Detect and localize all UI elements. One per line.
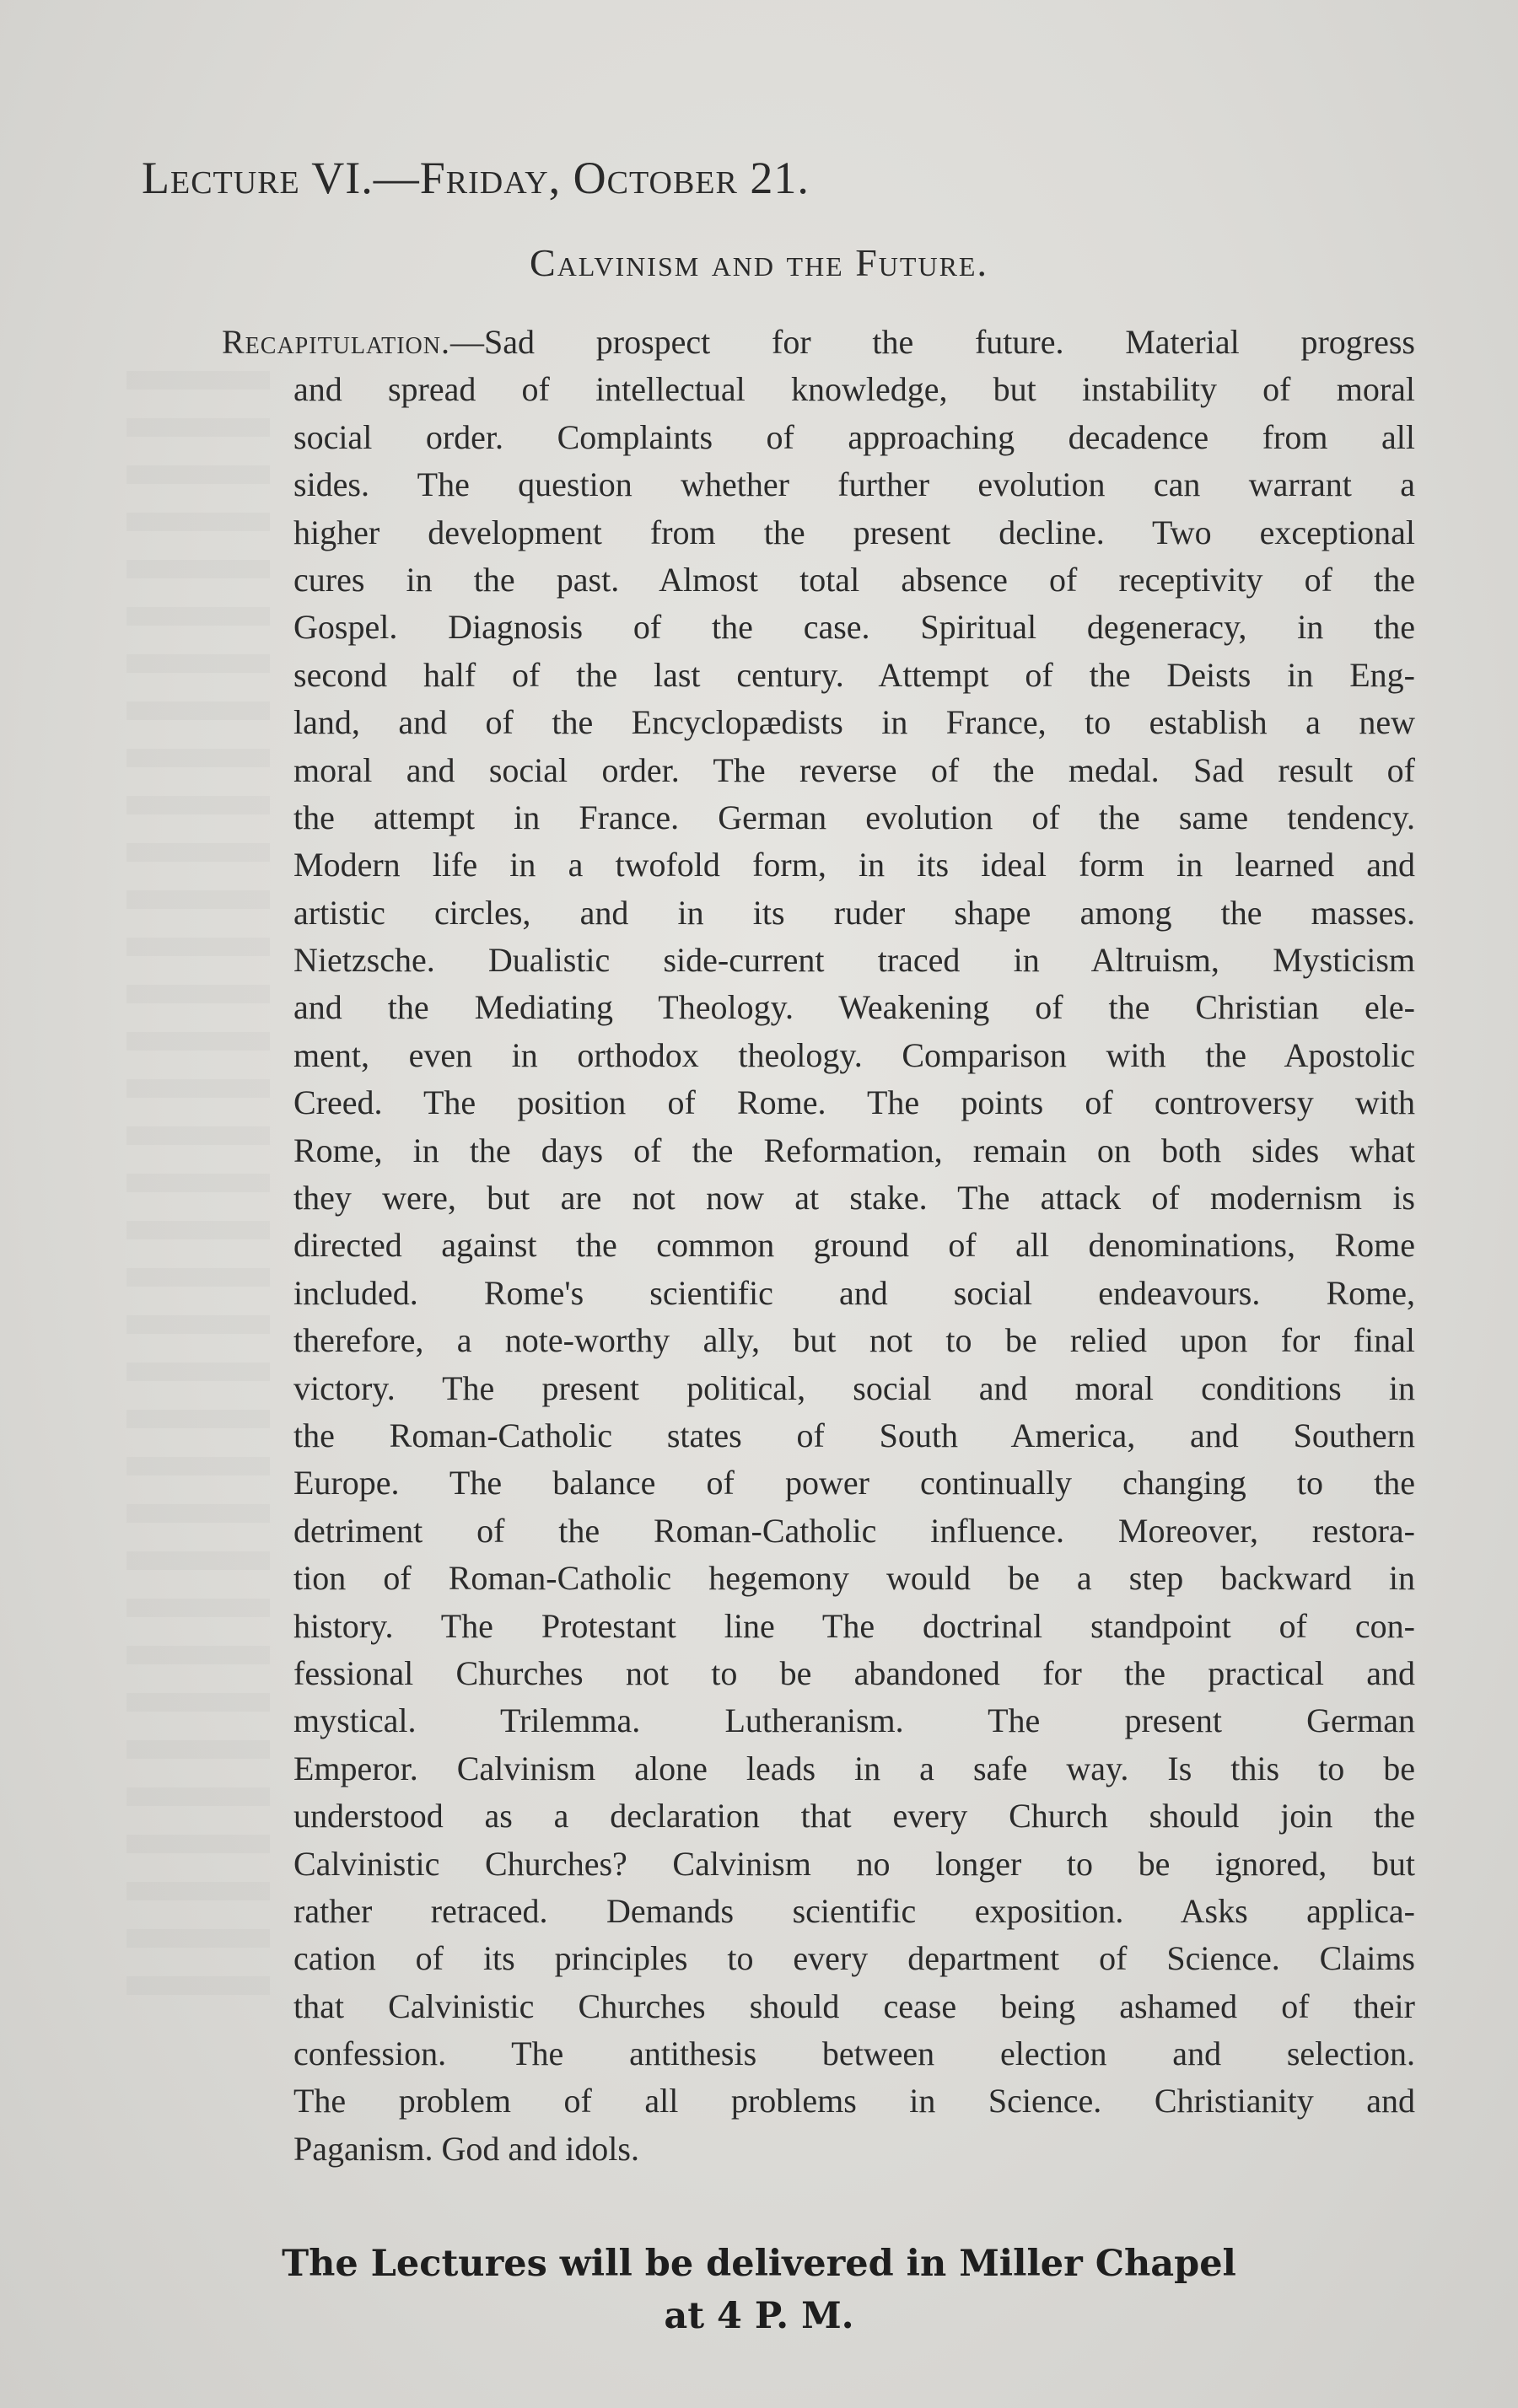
recap-line [222,319,1415,366]
recap-line [293,1603,1415,1650]
recap-line-text: The problem of all problems in Science. Christianity and [293,2082,1415,2120]
recap-line [293,1888,1415,1935]
recap-line [293,1222,1415,1269]
recap-line [293,1745,1415,1793]
recap-line [293,1032,1415,1079]
recap-line [293,1270,1415,1317]
recap-line-text: Europe. The balance of power continually changing to the [293,1464,1415,1502]
recap-line [293,794,1415,841]
recap-line-text: the attempt in France. German evolution of the same tendency. [293,798,1415,836]
recap-line [293,1555,1415,1602]
recap-line [293,2126,1415,2173]
recap-line-text: —Sad prospect for the future. Material progress [450,323,1415,361]
recap-line [293,937,1415,984]
recap-line-text: directed against the common ground of all denominations, Rome [293,1226,1415,1265]
recap-line-text: Paganism. God and idols. [293,2129,639,2168]
recap-line-text: confession. The antithesis between election and selection. [293,2034,1415,2073]
recap-line-text: and spread of intellectual knowledge, but instability of moral [293,370,1415,409]
recap-line-text: history. The Protestant line The doctrinal standpoint of con- [293,1606,1415,1645]
recap-line [293,2077,1415,2125]
recap-line-text: therefore, a note-worthy ally, but not to be relied upon for final [293,1321,1415,1360]
recap-line [293,1459,1415,1507]
recap-line [293,1983,1415,2030]
recap-line-text: cures in the past. Almost total absence of receptivity of the [293,560,1415,599]
recap-line-text: that Calvinistic Churches should cease being ashamed of their [293,1986,1415,2025]
recap-line [293,890,1415,937]
recap-line-text: cation of its principles to every department of Science. Claims [293,1939,1415,1978]
recap-line-text: Rome, in the days of the Reformation, remain on both sides what [293,1131,1415,1169]
recap-line [293,556,1415,604]
recap-line [293,366,1415,413]
recap-line-text: fessional Churches not to be abandoned for the practical and [293,1653,1415,1692]
footer-notice [0,2238,1518,2342]
footer-line-1: The Lectures will be delivered in Miller Chapel [282,2243,1236,2285]
footer-line-2: at 4 P. M. [664,2295,854,2337]
recap-line-text: Emperor. Calvinism alone leads in a safe way. Is this to be [293,1749,1415,1787]
recap-line-text: sides. The question whether further evolution can warrant a [293,465,1415,504]
lecture-subtitle: Calvinism and the Future. [530,241,988,284]
recap-line [293,414,1415,461]
recap-line-text: Nietzsche. Dualistic side-current traced in Altruism, Mysticism [293,941,1415,980]
recap-line-text: the Roman-Catholic states of South America, and Southern [293,1416,1415,1454]
recap-line-text: social order. Complaints of approaching decadence from all [293,417,1415,456]
recap-line [293,1650,1415,1697]
recapitulation-paragraph [222,319,1415,2173]
recap-line [293,1793,1415,1840]
recap-line [293,1365,1415,1412]
recap-line-text: land, and of the Encyclopædists in France, to establish a new [293,703,1415,742]
recap-line-text: and the Mediating Theology. Weakening of the Christian ele- [293,988,1415,1027]
recap-line [293,1697,1415,1744]
recap-line-text: artistic circles, and in its ruder shape among the masses. [293,893,1415,932]
recap-line-text: victory. The present political, social and moral conditions in [293,1368,1415,1407]
recap-line-text: Gospel. Diagnosis of the case. Spiritual degeneracy, in the [293,608,1415,647]
recap-line [293,604,1415,651]
recap-line [293,984,1415,1031]
recap-heading: Recapitulation. [222,323,450,361]
recap-line [293,1317,1415,1364]
recap-line [293,699,1415,746]
recap-line-text: rather retraced. Demands scientific exposition. Asks applica- [293,1891,1415,1930]
recap-line-text: detriment of the Roman-Catholic influence. Moreover, restora- [293,1511,1415,1550]
recap-line [293,652,1415,699]
recap-line [293,1127,1415,1174]
recap-line-text: second half of the last century. Attempt of the Deists in Eng- [293,655,1415,694]
recap-line [293,1935,1415,1982]
recap-line [293,1174,1415,1222]
recap-line [293,461,1415,508]
recap-line-text: understood as a declaration that every Church should join the [293,1797,1415,1836]
recap-line [293,841,1415,889]
recap-line [293,1841,1415,1888]
recap-line-text: higher development from the present decline. Two exceptional [293,513,1415,551]
recap-line [293,1079,1415,1126]
recap-line-text: they were, but are not now at stake. The attack of modernism is [293,1179,1415,1217]
recap-line [293,747,1415,794]
recap-line [293,509,1415,556]
recap-line-text: mystical. Trilemma. Lutheranism. The present German [293,1701,1415,1740]
recap-line-text: Modern life in a twofold form, in its ideal form in learned and [293,846,1415,884]
lecture-heading: Lecture VI.—Friday, October 21. [142,153,810,203]
recap-line-text: Calvinistic Churches? Calvinism no longer to be ignored, but [293,1844,1415,1883]
recap-line-text: Creed. The position of Rome. The points of controversy with [293,1083,1415,1122]
recap-line [293,1508,1415,1555]
margin-bleedthrough [126,371,270,2015]
recap-line [293,1412,1415,1459]
recap-line-text: tion of Roman-Catholic hegemony would be a step backward in [293,1559,1415,1598]
recap-line [293,2030,1415,2077]
recap-line-text: included. Rome's scientific and social endeavours. Rome, [293,1273,1415,1312]
recap-line-text: ment, even in orthodox theology. Comparison with the Apostolic [293,1035,1415,1074]
recap-line-text: moral and social order. The reverse of the medal. Sad result of [293,750,1415,789]
